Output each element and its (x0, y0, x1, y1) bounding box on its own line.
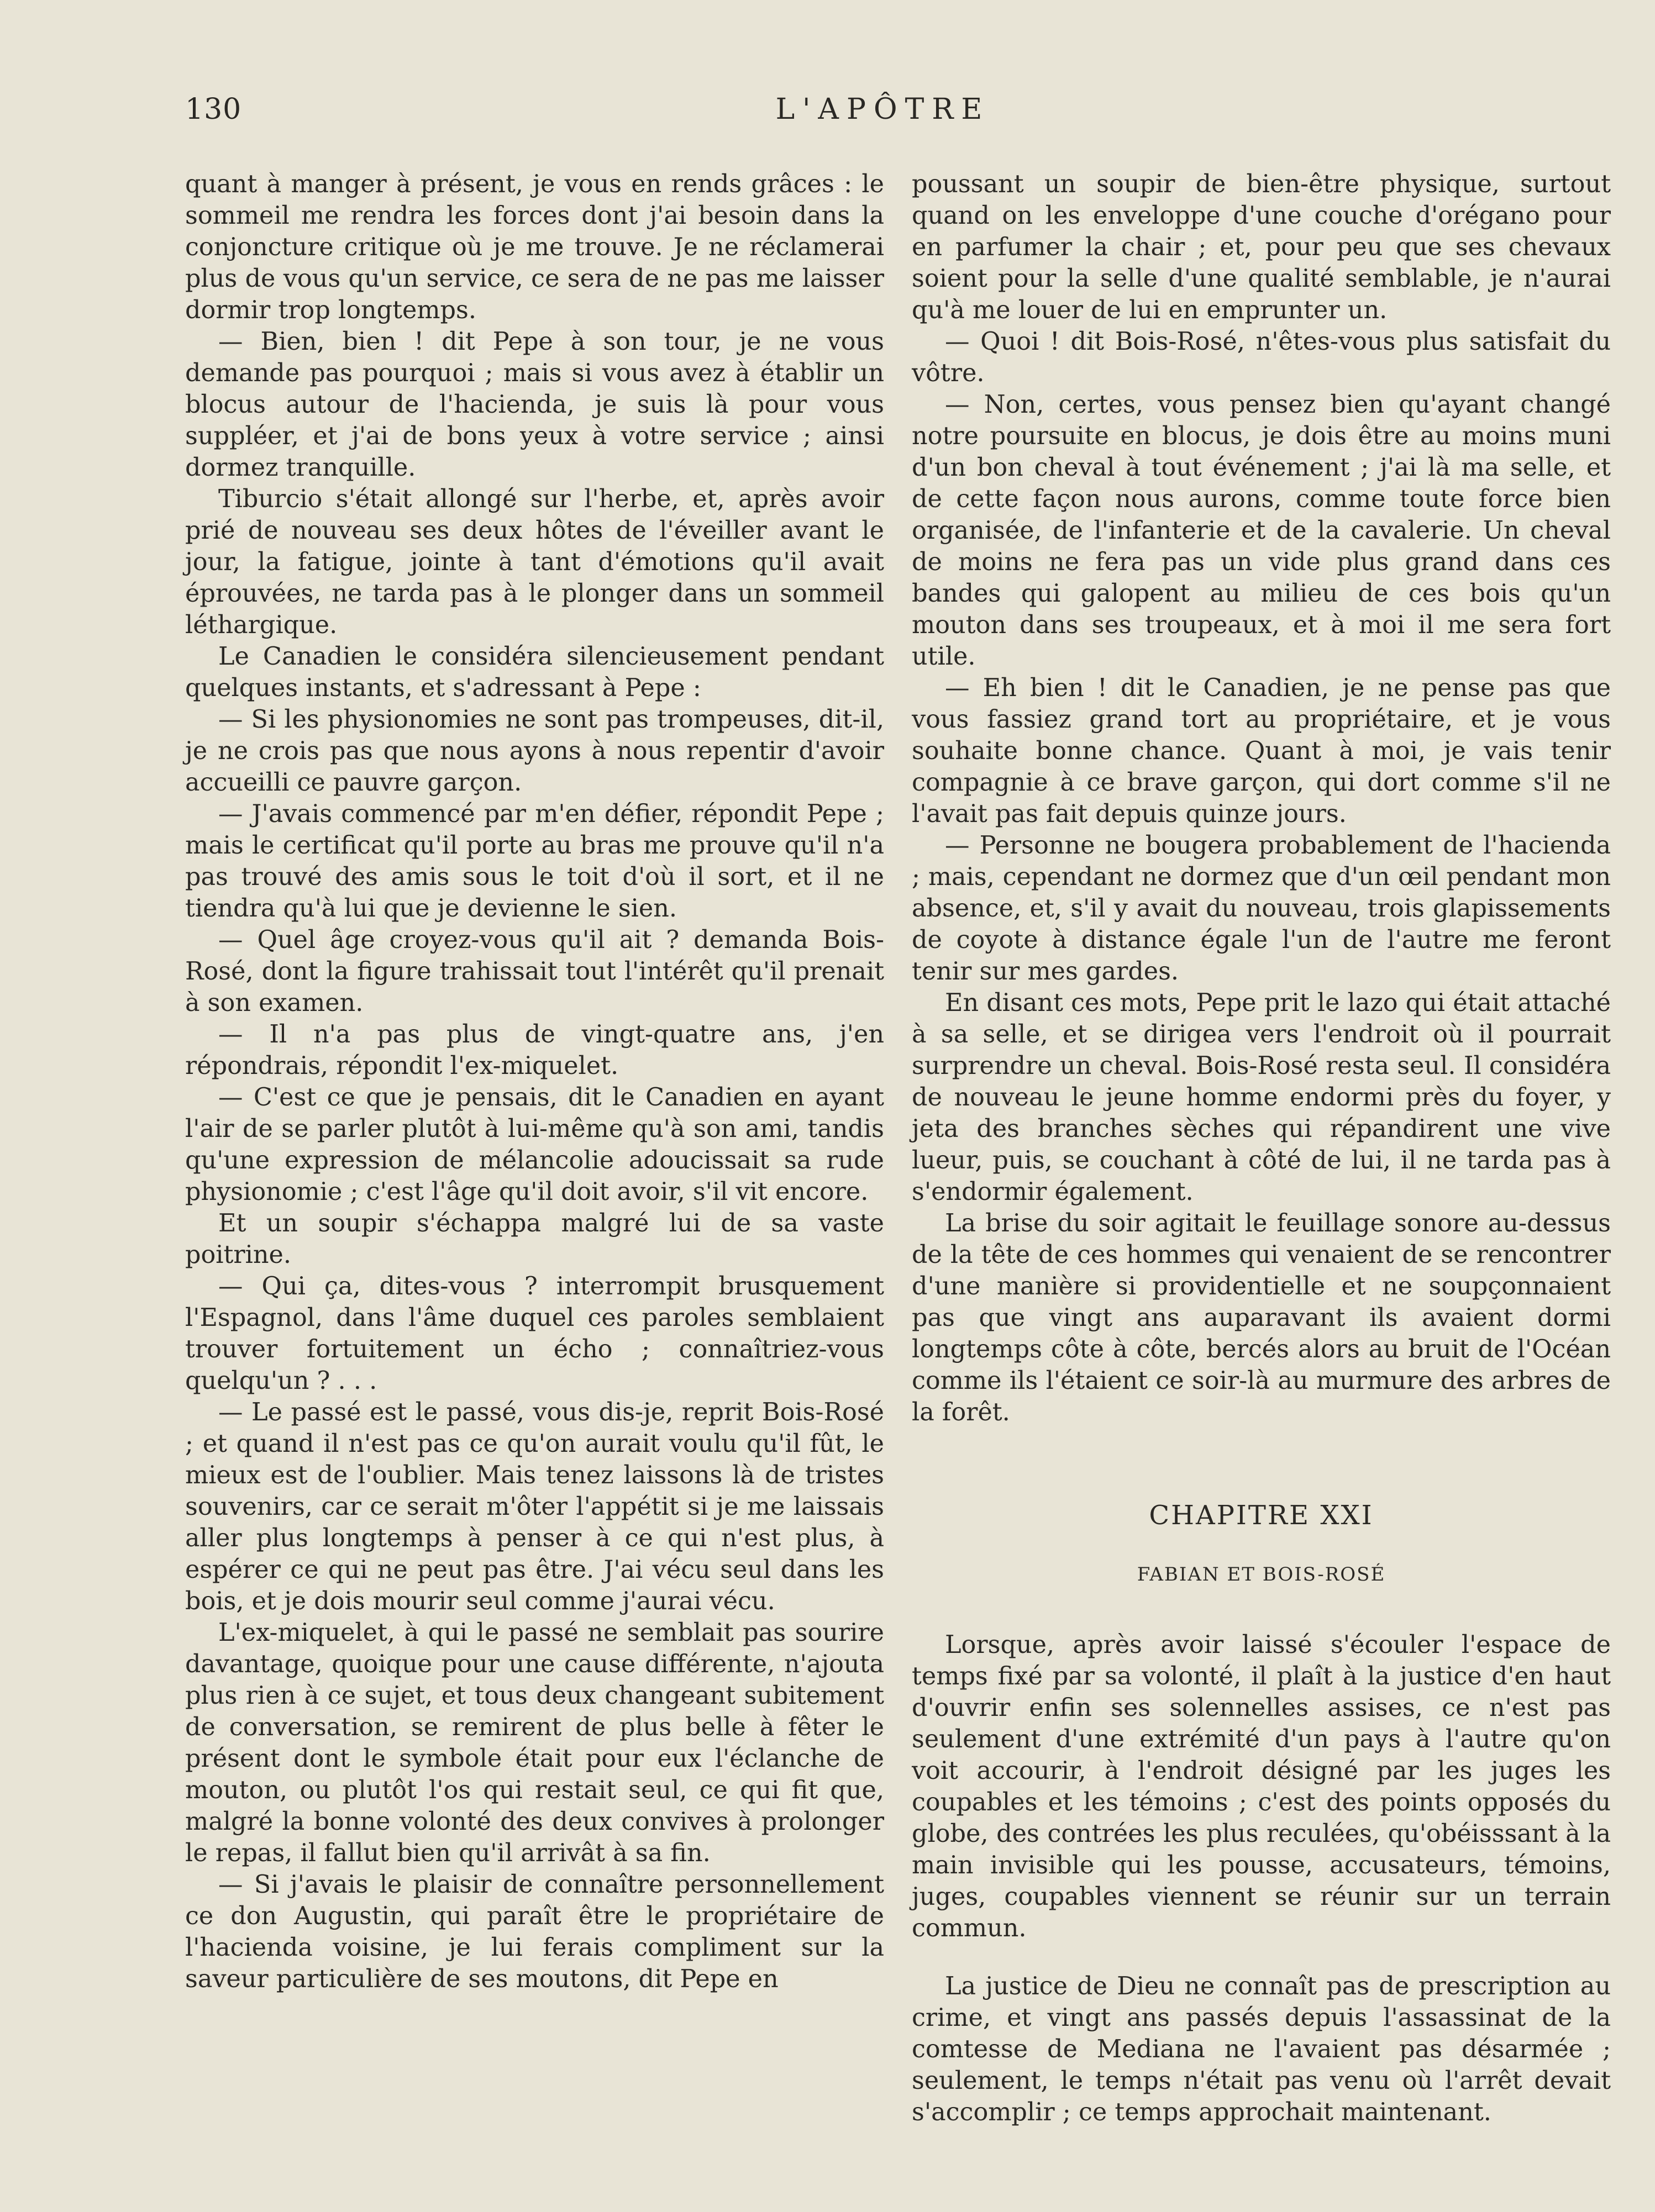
page-number: 130 (185, 93, 242, 126)
paragraph: — Personne ne bougera probablement de l'hacienda ; mais, cependant ne dormez que d'un œil pendant mon absence, et, s'il y avait du nouveau, trois glapissements de coyote à distance égale l'un de l'autre me feront tenir sur mes gardes. (912, 831, 1611, 986)
paragraph: En disant ces mots, Pepe prit le lazo qui était attaché à sa selle, et se dirigea vers l'endroit où il pourrait surprendre un cheval. Bois-Rosé resta seul. Il considéra de nouveau le jeune homme endormi près du foyer, y jeta des branches sèches qui répandirent une vive lueur, puis, se couchant à côté de lui, il ne tarda pas à s'endormir également. (912, 989, 1611, 1206)
paragraph: — Si j'avais le plaisir de connaître personnellement ce don Augustin, qui paraît être le propriétaire de l'hacienda voisine, je lui ferais compliment sur la saveur particulière de ses moutons, dit Pepe en (185, 1871, 884, 1993)
paragraph: — Quoi ! dit Bois-Rosé, n'êtes-vous plus satisfait du vôtre. (912, 328, 1611, 387)
paragraph: — J'avais commencé par m'en défier, répondit Pepe ; mais le certificat qu'il porte au bras me prouve qu'il n'a pas trouvé des amis sous le toit d'où il sort, et il ne tiendra qu'à lui que je devienne le sien. (185, 800, 884, 923)
paragraph: — Eh bien ! dit le Canadien, je ne pense pas que vous fassiez grand tort au propriétaire, et je vous souhaite bonne chance. Quant à moi, je vais tenir compagnie à ce brave garçon, qui dort comme s'il ne l'avait pas fait depuis quinze jours. (912, 674, 1611, 828)
paragraph: — Il n'a pas plus de vingt-quatre ans, j'en répondrais, répondit l'ex-miquelet. (185, 1020, 884, 1080)
paragraph: Le Canadien le considéra silencieusement pendant quelques instants, et s'adressant à Pepe : (185, 642, 884, 702)
paragraph: — C'est ce que je pensais, dit le Canadien en ayant l'air de se parler plutôt à lui-même qu'à son ami, tandis qu'une expression de mélancolie adoucissait sa rude physionomie ; c'est l'âge qu'il doit avoir, s'il vit encore. (185, 1083, 884, 1206)
chapter-title: CHAPITRE XXI (1149, 1500, 1374, 1531)
paragraph: — Non, certes, vous pensez bien qu'ayant changé notre poursuite en blocus, je dois être au moins muni d'un bon cheval à tout événement ; j'ai là ma selle, et de cette façon nous aurons, comme toute force bien organisée, de l'infanterie et de la cavalerie. Un cheval de moins ne fera pas un vide plus grand dans ces bandes qui galopent au milieu de ces bois qu'un mouton dans ses troupeaux, et à moi il me sera fort utile. (912, 391, 1611, 671)
paragraph: Et un soupir s'échappa malgré lui de sa vaste poitrine. (185, 1209, 884, 1269)
page-header (185, 93, 1580, 137)
paragraph: La brise du soir agitait le feuillage sonore au-dessus de la tête de ces hommes qui venaient de se rencontrer d'une manière si providentielle et ne soupçonnaient pas que vingt ans auparavant ils avaient dormi longtemps côte à côte, bercés alors au bruit de l'Océan comme ils l'étaient ce soir-là au murmure des arbres de la forêt. (912, 1209, 1611, 1426)
paragraph: — Quel âge croyez-vous qu'il ait ? demanda Bois-Rosé, dont la figure trahissait tout l'intérêt qu'il prenait à son examen. (185, 926, 884, 1017)
chapter-paragraph: Lorsque, après avoir laissé s'écouler l'espace de temps fixé par sa volonté, il plaît à la justice d'en haut d'ouvrir enfin ses solennelles assises, ce n'est pas seulement d'une extrémité d'un pays à l'autre qu'on voit accourir, à l'endroit désigné par les juges les coupables et les témoins ; c'est des points opposés du globe, des contrées les plus reculées, qu'obéisssant à la main invisible qui les pousse, accusateurs, témoins, juges, coupables viennent se réunir sur un terrain commun. (912, 1631, 1611, 1942)
paragraph: L'ex-miquelet, à qui le passé ne semblait pas sourire davantage, quoique pour une cause différente, n'ajouta plus rien à ce sujet, et tous deux changeant subitement de conversation, se remirent de plus belle à fêter le présent dont le symbole était pour eux l'éclanche de mouton, ou plutôt l'os qui restait seul, ce qui fit que, malgré la bonne volonté des deux convives à prolonger le repas, il fallut bien qu'il arrivât à sa fin. (185, 1619, 884, 1867)
running-title: L'APÔTRE (775, 93, 990, 126)
paragraph: quant à manger à présent, je vous en rends grâces : le sommeil me rendra les forces dont j'ai besoin dans la conjoncture critique où je me trouve. Je ne réclamerai plus de vous qu'un service, ce sera de ne pas me laisser dormir trop longtemps. (185, 170, 884, 324)
left-column (185, 168, 884, 1995)
paragraph: — Bien, bien ! dit Pepe à son tour, je ne vous demande pas pourquoi ; mais si vous avez à établir un blocus autour de l'hacienda, je suis là pour vous suppléer, et j'ai de bons yeux à votre service ; ainsi dormez tranquille. (185, 328, 884, 482)
paragraph: — Qui ça, dites-vous ? interrompit brusquement l'Espagnol, dans l'âme duquel ces paroles semblaient trouver fortuitement un écho ; connaîtriez-vous quelqu'un ? . . . (185, 1272, 884, 1395)
paragraph: — Si les physionomies ne sont pas trompeuses, dit-il, je ne crois pas que nous ayons à nous repentir d'avoir accueilli ce pauvre garçon. (185, 705, 884, 797)
right-column (912, 168, 1611, 2128)
paragraph: poussant un soupir de bien-être physique, surtout quand on les enveloppe d'une couche d'orégano pour en parfumer la chair ; et, pour peu que ses chevaux soient pour la selle d'une qualité semblable, je n'aurai qu'à me louer de lui en emprunter un. (912, 170, 1611, 324)
chapter-paragraph: La justice de Dieu ne connaît pas de prescription au crime, et vingt ans passés depuis l'assassinat de la comtesse de Mediana ne l'avaient pas désarmée ; seulement, le temps n'était pas venu où l'arrêt devait s'accomplir ; ce temps approchait maintenant. (912, 1972, 1611, 2126)
paragraph: Tiburcio s'était allongé sur l'herbe, et, après avoir prié de nouveau ses deux hôtes de l'éveiller avant le jour, la fatigue, jointe à tant d'émotions qu'il avait éprouvées, ne tarda pas à le plonger dans un sommeil léthargique. (185, 485, 884, 639)
paragraph: — Le passé est le passé, vous dis-je, reprit Bois-Rosé ; et quand il n'est pas ce qu'on aurait voulu qu'il fût, le mieux est de l'oublier. Mais tenez laissons là de tristes souvenirs, car ce serait m'ôter l'appétit si je me laissais aller plus longtemps à penser à ce qui n'est plus, à espérer ce qui ne peut pas être. J'ai vécu seul dans les bois, et je dois mourir seul comme j'aurai vécu. (185, 1398, 884, 1615)
chapter-subtitle: FABIAN ET BOIS-ROSÉ (1137, 1563, 1386, 1586)
